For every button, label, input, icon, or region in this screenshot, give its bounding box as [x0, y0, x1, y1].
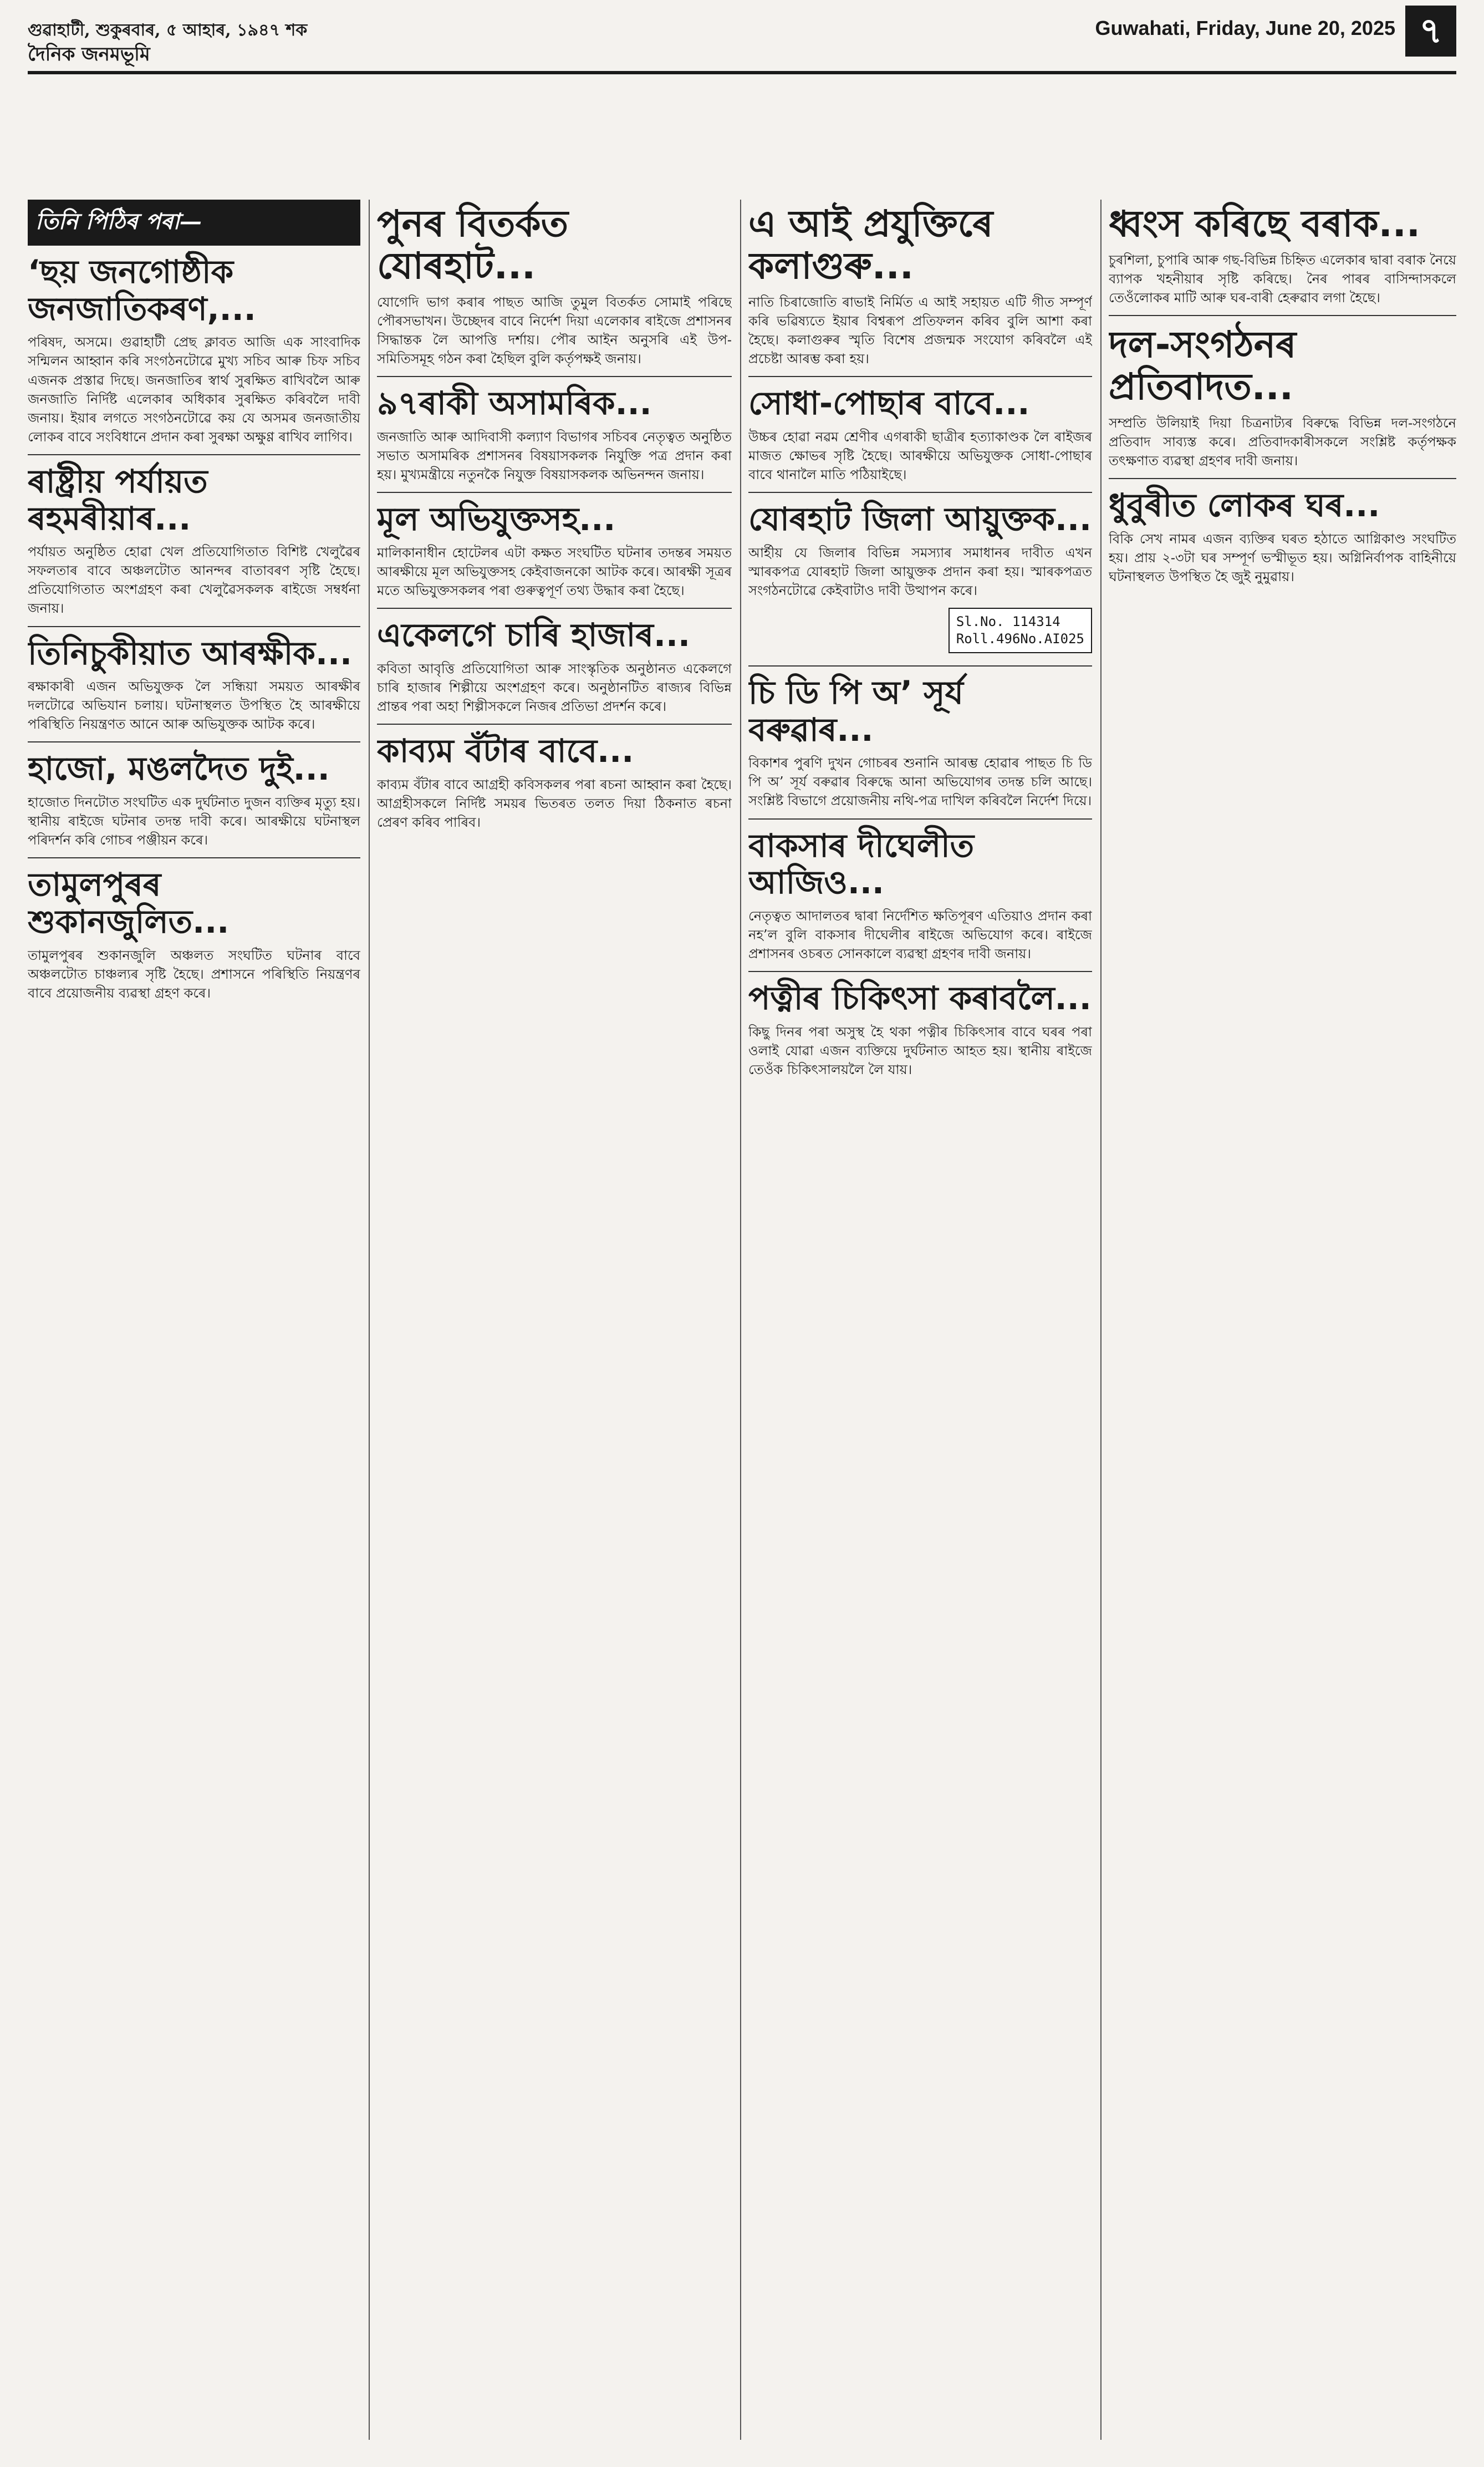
headline-2a: পুনৰ বিতৰ্কত যোৰহাট... [377, 202, 569, 287]
headline-2c: মূল অভিযুক্তসহ... [377, 500, 616, 538]
article-body-1c: ৰক্ষাকাৰী এজন অভিযুক্তক লৈ সন্ধিয়া সময়ত আৰক্ষীৰ দলটোৱে অভিযান চলায়। ঘটনাস্থলত উপস্থিত হৈ আৰক্ষীয়ে পৰিস্থিতি নিয়ন্ত্ৰণত আনে আৰু অভিযুক্তক আটক কৰে। [28, 679, 360, 733]
column-rule [740, 200, 741, 2440]
article-body-2c: মালিকানাধীন হোটেলৰ এটা কক্ষত সংঘটিত ঘটনাৰ তদন্তৰ সময়ত আৰক্ষীয়ে মূল অভিযুক্তসহ কেইবাজনকো আটক কৰে। আৰক্ষী সূত্ৰৰ মতে অভিযুক্তসকলৰ পৰা গুৰুত্বপূৰ্ণ তথ্য উদ্ধাৰ কৰা হৈছে। [377, 545, 732, 598]
continued-label: তিনি পিঠিৰ পৰা— [28, 200, 360, 246]
article-body-2a: যোগেদি ভাগ কৰাৰ পাছত আজি তুমুল বিতৰ্কত সোমাই পৰিছে পৌৰসভাখন। উচ্ছেদৰ বাবে নিৰ্দেশ দিয়া এলেকাৰ ৰাইজে প্ৰশাসনৰ সিদ্ধান্তক লৈ আপত্তি দৰ্শায়। পৌৰ আইন অনুসৰি এই উপ-সমিতিসমূহ গঠন কৰা হৈছিল বুলি কৰ্তৃপক্ষই জনায়। [377, 294, 732, 367]
article-body-1e: তামুলপুৰৰ শুকানজুলি অঞ্চলত সংঘটিত ঘটনাৰ বাবে অঞ্চলটোত চাঞ্চল্যৰ সৃষ্টি হৈছে। প্ৰশাসনে পৰিস্থিতি নিয়ন্ত্ৰণৰ বাবে প্ৰয়োজনীয় ব্যৱস্থা গ্ৰহণ কৰে। [28, 947, 360, 1001]
article-body-4b: সম্প্ৰতি উলিয়াই দিয়া চিত্ৰনাট্যৰ বিৰুদ্ধে বিভিন্ন দল-সংগঠনে প্ৰতিবাদ সাব্যস্ত কৰে। প্ৰতিবাদকাৰীসকলে সংশ্লিষ্ট কৰ্তৃপক্ষক তৎক্ষণাত ব্যৱস্থা গ্ৰহণৰ দাবী জনায়। [1109, 415, 1456, 469]
date-assamese: গুৱাহাটী, শুকুৰবাৰ, ৫ আহাৰ, ১৯৪৭ শক [28, 21, 308, 40]
headline-3c: যোৰহাট জিলা আয়ুক্তক... [748, 500, 1092, 538]
article-body-3a: নাতি চিৰাজোতি ৰাভাই নিৰ্মিত এ আই সহায়ত এটি গীত সম্পূৰ্ণ কৰি ভৱিষ্যতে ইয়াৰ বিশ্বৰূপ প্ৰতিফলন কৰিব বুলি আশা কৰা হৈছে। কলাগুৰুৰ স্মৃতি বিশেষ প্ৰজন্মক সংযোগ কৰিবলৈ এই প্ৰচেষ্টা আৰম্ভ কৰা হয়। [748, 294, 1092, 367]
divider [28, 857, 360, 858]
article-body-2b: জনজাতি আৰু আদিবাসী কল্যাণ বিভাগৰ সচিবৰ নেতৃত্বত অনুষ্ঠিত সভাত অসামৰিক প্ৰশাসনৰ বিষয়াসকলক নিযুক্তি পত্ৰ প্ৰদান কৰা হয়। মুখ্যমন্ত্ৰীয়ে নতুনকৈ নিযুক্ত বিষয়াসকলক অভিনন্দন জনায়। [377, 429, 732, 482]
headline-2e: কাব্যম বঁটাৰ বাবে... [377, 731, 634, 770]
brand-name: দৈনিক জনমভূমি [28, 43, 150, 65]
article-body-4c: বিকি সেখ নামৰ এজন ব্যক্তিৰ ঘৰত হঠাতে আগ্নিকাণ্ড সংঘটিত হয়। প্ৰায় ২-৩টা ঘৰ সম্পূৰ্ণ ভস্মীভূত হয়। অগ্নিনিৰ্বাপক বাহিনীয়ে ঘটনাস্থলত উপস্থিত হৈ জুই নুমুৱায়। [1109, 531, 1456, 584]
headline-1a: ‘ছয় জনগোষ্ঠীক জনজাতিকৰণ,... [28, 253, 256, 328]
headline-2b: ৯৭ৰাকী অসামৰিক... [377, 384, 652, 423]
headline-1b: ৰাষ্ট্ৰীয় পৰ্যায়ত ৰহমৰীয়াৰ... [28, 462, 208, 537]
divider [748, 971, 1092, 972]
article-body-3e: নেতৃত্বত আদালতৰ দ্বাৰা নিৰ্দেশিত ক্ষতিপূৰণ এতিয়াও প্ৰদান কৰা নহ’ল বুলি বাকসাৰ দীঘেলীৰ ৰাইজে অভিযোগ কৰে। ৰাইজে প্ৰশাসনৰ ওচৰত সোনকালে ব্যৱস্থা গ্ৰহণৰ দাবী জনায়। [748, 908, 1092, 962]
divider [28, 626, 360, 627]
headline-3d: চি ডি পি অ’ সূৰ্য বৰুৱাৰ... [748, 673, 963, 749]
headline-3e: বাকসাৰ দীঘেলীত আজিও... [748, 826, 975, 902]
page-number: ৭ [1405, 6, 1456, 57]
headline-4b: দল-সংগঠনৰ প্ৰতিবাদত... [1109, 323, 1297, 409]
masthead [28, 6, 1456, 67]
article-body-1b: পৰ্যায়ত অনুষ্ঠিত হোৱা খেল প্ৰতিযোগিতাত বিশিষ্ট খেলুৱৈৰ সফলতাৰ বাবে অঞ্চলটোত আনন্দৰ বাতাবৰণ সৃষ্টি হৈছে। প্ৰতিযোগিতাত অংশগ্ৰহণ কৰা খেলুৱৈসকলক ৰাইজে সম্বৰ্ধনা জনায়। [28, 544, 360, 617]
divider [748, 376, 1092, 377]
article-body-3d: বিকাশৰ পুৰণি দুখন গোচৰৰ শুনানি আৰম্ভ হোৱাৰ পাছত চি ডি পি অ’ সূৰ্য বৰুৱাৰ বিৰুদ্ধে আনা অভিযোগৰ তদন্ত চলি আছে। সংশ্লিষ্ট বিভাগে প্ৰয়োজনীয় নথি-পত্ৰ দাখিল কৰিবলৈ নিৰ্দেশ দিয়ে। [748, 755, 1092, 809]
divider [28, 454, 360, 455]
headline-4a: ধ্বংস কৰিছে বৰাক... [1109, 202, 1420, 245]
article-body-3c: আৰ্হীয় যে জিলাৰ বিভিন্ন সমস্যাৰ সমাধানৰ দাবীত এখন স্মাৰকপত্ৰ যোৰহাট জিলা আয়ুক্তক প্ৰদান কৰা হয়। স্মাৰকপত্ৰত সংগঠনটোৱে কেইবাটাও দাবী উত্থাপন কৰে। [748, 545, 1092, 598]
divider [748, 665, 1092, 667]
column-1 [28, 200, 360, 2440]
masthead-rule [28, 71, 1456, 74]
article-body-1a: পৰিষদ, অসমে। গুৱাহাটী প্ৰেছ ক্লাবত আজি এক সাংবাদিক সন্মিলন আহ্বান কৰি সংগঠনটোৱে মুখ্য সচিব আৰু চিফ সচিব এজনক প্ৰস্তাৱ দিছে। জনজাতিৰ স্বাৰ্থ সুৰক্ষিত ৰাখিবলৈ আৰু জনজাতি নিৰ্দিষ্ট এলেকাৰ অধিকাৰ সুৰক্ষিত কৰিবলৈ দাবী জনায়। ইয়াৰ লগতে সংগঠনটোৱে কয় যে অসমৰ জনজাতীয় লোকৰ বাবে সংবিধানে প্ৰদান কৰা সুৰক্ষা অক্ষুণ্ণ ৰাখিব লাগিব। [28, 334, 360, 445]
divider [377, 608, 732, 609]
divider [28, 741, 360, 742]
article-body-4a: চুৰশিলা, চুপাৰি আৰু গছ-বিভিন্ন চিহ্নিত এলেকাৰ দ্বাৰা বৰাক নৈয়ে ব্যাপক খহনীয়াৰ সৃষ্টি কৰিছে। নৈৰ পাৰৰ বাসিন্দাসকলে তেওঁলোকৰ মাটি আৰু ঘৰ-বাৰী হেৰুৱাব লগা হৈছে। [1109, 252, 1456, 306]
article-body-3f: কিছু দিনৰ পৰা অসুস্থ হৈ থকা পত্নীৰ চিকিৎসাৰ বাবে ঘৰৰ পৰা ওলাই যোৱা এজন ব্যক্তিয়ে দুৰ্ঘটনাত আহত হয়। স্থানীয় ৰাইজে তেওঁক চিকিৎসালয়লৈ লৈ যায়। [748, 1024, 1092, 1077]
column-rule [1100, 200, 1101, 2440]
column-rule [369, 200, 370, 2440]
column-4 [1109, 200, 1456, 2440]
headline-4c: ধুবুৰীত লোকৰ ঘৰ... [1109, 486, 1380, 525]
date-english: Guwahati, Friday, June 20, 2025 [1095, 17, 1395, 39]
divider [377, 492, 732, 493]
divider [377, 376, 732, 377]
divider [1109, 478, 1456, 479]
article-body-2d: কবিতা আবৃত্তি প্ৰতিযোগিতা আৰু সাংস্কৃতিক অনুষ্ঠানত একেলগে চাৰি হাজাৰ শিল্পীয়ে অংশগ্ৰহণ কৰে। অনুষ্ঠানটিত ৰাজ্যৰ বিভিন্ন প্ৰান্তৰ পৰা অহা শিল্পীসকলে নিজৰ প্ৰতিভা প্ৰদৰ্শন কৰে। [377, 660, 732, 714]
divider [748, 818, 1092, 820]
headline-1c: তিনিচুকীয়াত আৰক্ষীক... [28, 634, 353, 672]
article-body-3b: উচ্চৰ হোৱা নৱম শ্ৰেণীৰ এগৰাকী ছাত্ৰীৰ হত্যাকাণ্ডক লৈ ৰাইজৰ মাজত ক্ষোভৰ সৃষ্টি হৈছে। আৰক্ষীয়ে অভিযুক্তক সোধা-পোছাৰ বাবে থানালৈ মাতি পঠিয়াইছে। [748, 429, 1092, 482]
headline-1e: তামুলপুৰৰ শুকানজুলিত... [28, 866, 230, 941]
divider [748, 492, 1092, 493]
notice-box: Sl.No. 114314 Roll.496No.AI025 [948, 608, 1092, 653]
headline-3f: পত্নীৰ চিকিৎসা কৰাবলৈ... [748, 979, 1092, 1018]
column-2 [377, 200, 732, 2440]
notice-holder [748, 608, 1092, 658]
headline-3a: এ আই প্ৰযুক্তিৰে কলাগুৰু... [748, 202, 993, 287]
divider [1109, 315, 1456, 316]
headline-2d: একেলগে চাৰি হাজাৰ... [377, 616, 691, 654]
headline-1d: হাজো, মঙলদৈত দুই... [28, 750, 330, 788]
divider [377, 724, 732, 725]
headline-3b: সোধা-পোছাৰ বাবে... [748, 384, 1030, 423]
column-3 [748, 200, 1092, 2440]
article-body-1d: হাজোত দিনটোত সংঘটিত এক দুৰ্ঘটনাত দুজন ব্যক্তিৰ মৃত্যু হয়। স্থানীয় ৰাইজে ঘটনাৰ তদন্ত দাবী কৰে। আৰক্ষীয়ে ঘটনাস্থল পৰিদৰ্শন কৰি গোচৰ পঞ্জীয়ন কৰে। [28, 795, 360, 848]
article-body-2e: কাব্যম বঁটাৰ বাবে আগ্ৰহী কবিসকলৰ পৰা ৰচনা আহ্বান কৰা হৈছে। আগ্ৰহীসকলে নিৰ্দিষ্ট সময়ৰ ভিতৰত তলত দিয়া ঠিকনাত ৰচনা প্ৰেৰণ কৰিব পাৰিব। [377, 776, 732, 830]
